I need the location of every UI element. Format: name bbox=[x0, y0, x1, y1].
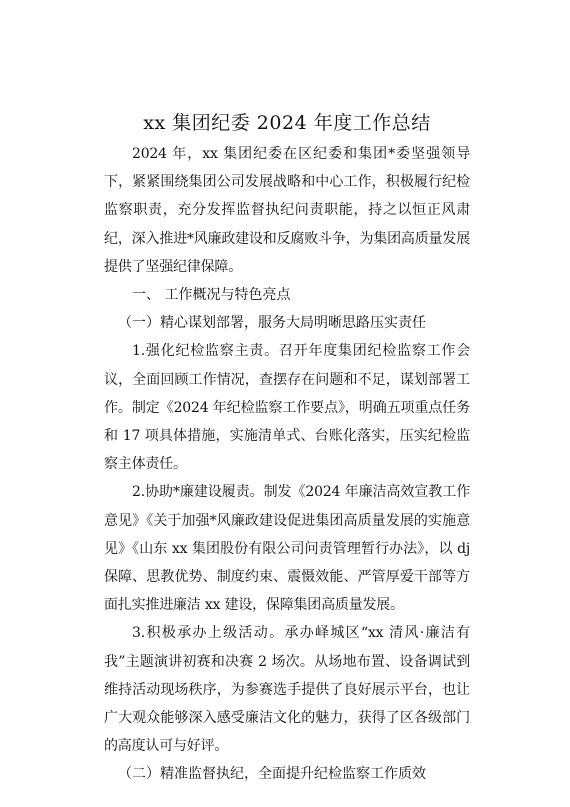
item-paragraph-3: 3.积极承办上级活动。承办峄城区“xx 清风·廉洁有我”主题演讲初赛和决赛 2 场次。从场地布置、设备调试到维持活动现场秩序，为参赛选手提供了良好展示平台，也让广大观众能够深入感受廉洁文化的魅力，获得了区各级部门的高度认可与好评。 bbox=[104, 625, 470, 755]
item-paragraph-1: 1.强化纪检监察主责。召开年度集团纪检监察工作会议，全面回顾工作情况，查摆存在问题和不足，谋划部署工作。制定《2024 年纪检监察工作要点》，明确五项重点任务和 17 项具体措施，实施清单式、台账化落实，压实纪检监察主体责任。 bbox=[104, 343, 470, 473]
document-body bbox=[104, 108, 470, 789]
item-paragraph-2: 2.协助*廉建设履责。制发《2024 年廉洁高效宣教工作意见》《关于加强*风廉政建设促进集团高质量发展的实施意见》《山东 xx 集团股份有限公司问责管理暂行办法》，以 dj 保障、思教优势、制度约束、震慑效能、严管厚爱干部等方面扎实推进廉洁 xx 建设，保障集团高质量发展。 bbox=[104, 484, 470, 614]
subsection-heading-1: （一）精心谋划部署，服务大局明晰思路压实责任 bbox=[118, 315, 426, 332]
subsection-heading-2: （二）精准监督执纪，全面提升纪检监察工作质效 bbox=[118, 766, 426, 783]
document-title: xx 集团纪委 2024 年度工作总结 bbox=[143, 112, 431, 134]
section-heading-1: 一、 工作概况与特色亮点 bbox=[132, 287, 291, 304]
intro-paragraph: 2024 年，xx 集团纪委在区纪委和集团*委坚强领导下，紧紧围绕集团公司发展战略和中心工作，积极履行纪检监察职责，充分发挥监督执纪问责职能，持之以恒正风肃纪，深入推进*风廉政建设和反腐败斗争，为集团高质量发展提供了坚强纪律保障。 bbox=[104, 146, 470, 275]
